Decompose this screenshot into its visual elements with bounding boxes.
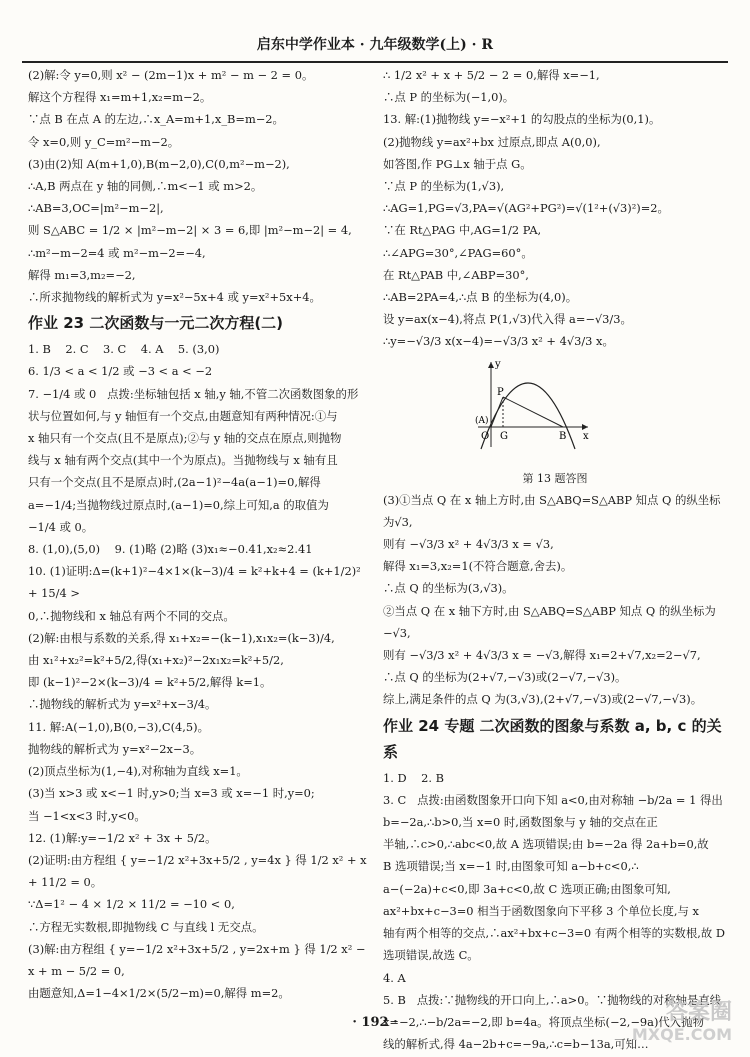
answer-line: (2)解:由根与系数的关系,得 x₁+x₂=−(k−1),x₁x₂=(k−3)/4, [28, 630, 335, 645]
answer-line: ②当点 Q 在 x 轴下方时,由 S△ABQ=S△ABP 知点 Q 的纵坐标为 −√3, [383, 603, 720, 640]
answer-line: 4. A [383, 970, 406, 985]
parabola-graph [473, 357, 593, 452]
point-b-label: B [559, 430, 567, 442]
answer-line: b=−2a,∴b>0,当 x=0 时,函数图象与 y 轴的交点在正 [383, 815, 658, 830]
answer-line: B 选项错误;当 x=−1 时,由图象可知 a−b+c<0,∴ [383, 859, 639, 874]
answer-line: 抛物线的解析式为 y=x²−2x−3。 [28, 741, 202, 756]
answer-line: x=−2,∴−b/2a=−2,即 b=4a。将顶点坐标(−2,−9a)代入抛物 [383, 1014, 704, 1029]
answer-line: 状与位置如何,与 y 轴恒有一个交点,由题意知有两种情况:①与 [28, 408, 338, 423]
figure-caption: 第 13 题答图 [522, 471, 588, 485]
answer-line: ∵点 B 在点 A 的左边,∴x_A=m+1,x_B=m−2。 [28, 112, 284, 127]
answer-line: ax²+bx+c−3=0 相当于函数图象向下平移 3 个单位长度,与 x [383, 903, 699, 918]
point-a-label: (A) [475, 415, 489, 426]
answer-line: 11. 解:A(−1,0),B(0,−3),C(4,5)。 [28, 719, 210, 734]
answer-line: 当 −1<x<3 时,y<0。 [28, 808, 146, 823]
point-g-label: G [500, 430, 508, 442]
page-number: · 192 · [352, 1015, 398, 1030]
answer-line: 3. C 点拨:由函数图象开口向下知 a<0,由对称轴 −b/2a = 1 得出 [383, 792, 723, 807]
answer-line: a=−1/4;当抛物线过原点时,(a−1)=0,综上可知,a 的取值为 [28, 497, 329, 512]
answer-line: 令 x=0,则 y_C=m²−m−2。 [28, 134, 180, 149]
answer-line: (2)证明:由方程组 { y=−1/2 x²+3x+5/2 , y=4x } 得 1/2 x² + x + 11/2 = 0。 [28, 852, 371, 890]
answer-line: ∴A,B 两点在 y 轴的同侧,∴m<−1 或 m>2。 [28, 179, 263, 194]
answer-line: 解得 x₁=3,x₂=1(不符合题意,舍去)。 [383, 559, 573, 574]
answer-line: 线的解析式,得 4a−2b+c=−9a,∴c=b−13a,可知… [383, 1037, 649, 1052]
answer-line: ∴AG=1,PG=√3,PA=√(AG²+PG²)=√(1²+(√3)²)=2。 [383, 201, 669, 216]
answer-line: ∴AB=2PA=4,∴点 B 的坐标为(4,0)。 [383, 290, 578, 305]
answer-line: ∴点 Q 的坐标为(3,√3)。 [383, 581, 514, 596]
answer-line: ∵Δ=1² − 4 × 1/2 × 11/2 = −10 < 0, [28, 897, 235, 912]
answer-line: ∴点 P 的坐标为(−1,0)。 [383, 90, 515, 105]
answer-line: 12. (1)解:y=−1/2 x² + 3x + 5/2。 [28, 830, 217, 845]
answer-line: ∴AB=3,OC=|m²−m−2|, [28, 201, 164, 216]
watermark-logo: 答案圈 MXQE.COM [631, 1000, 732, 1044]
y-axis-label: y [495, 358, 501, 370]
answer-line: (3)①当点 Q 在 x 轴上方时,由 S△ABQ=S△ABP 知点 Q 的纵坐标为√3, [383, 492, 721, 529]
section-title-24: 作业 24 专题 二次函数的图象与系数 a, b, c 的关系 [383, 716, 722, 761]
answer-line: 轴有两个相等的交点,∴ax²+bx+c−3=0 有两个相等的实数根,故 D [383, 926, 725, 941]
point-p-label: P [497, 386, 504, 398]
answer-line: ∴y=−√3/3 x(x−4)=−√3/3 x² + 4√3/3 x。 [383, 334, 614, 349]
answer-line: 由 x₁²+x₂²=k²+5/2,得(x₁+x₂)²−2x₁x₂=k²+5/2, [28, 653, 284, 668]
answer-line: 解得 m₁=3,m₂=−2, [28, 267, 136, 282]
answer-line: 即 (k−1)²−2×(k−3)/4 = k²+5/2,解得 k=1。 [28, 675, 272, 690]
answer-line: −1/4 或 0。 [28, 519, 94, 534]
running-header: 启东中学作业本 · 九年级数学(上) · R [256, 37, 494, 53]
answer-line: (3)解:由方程组 { y=−1/2 x²+3x+5/2 , y=2x+m } 得 1/2 x² − x + m − 5/2 = 0, [28, 941, 370, 978]
answer-line: 线与 x 轴有两个交点(其中一个为原点)。当抛物线与 x 轴有且 [28, 453, 338, 468]
left-column [28, 64, 372, 1001]
answer-line: 则有 −√3/3 x² + 4√3/3 x = −√3,解得 x₁=2+√7,x₂=2−√7, [383, 648, 701, 663]
answer-line: 综上,满足条件的点 Q 为(3,√3),(2+√7,−√3)或(2−√7,−√3)。 [383, 692, 703, 707]
section-title-23: 作业 23 二次函数与一元二次方程(二) [28, 314, 284, 333]
answer-line: 0,∴抛物线和 x 轴总有两个不同的交点。 [28, 608, 235, 623]
answer-line: (3)由(2)知 A(m+1,0),B(m−2,0),C(0,m²−m−2), [28, 156, 290, 171]
answer-line: ∴m²−m−2=4 或 m²−m−2=−4, [28, 245, 206, 260]
answer-line: 8. (1,0),(5,0) 9. (1)略 (2)略 (3)x₁≈−0.41,x₂≈2.41 [28, 542, 313, 557]
answer-line: ∴ 1/2 x² + x + 5/2 − 2 = 0,解得 x=−1, [383, 68, 600, 82]
answer-line: 1. D 2. B [383, 770, 444, 785]
answer-line: x 轴只有一个交点(且不是原点);②与 y 轴的交点在原点,则抛物 [28, 431, 342, 446]
answer-line: ∵在 Rt△PAG 中,AG=1/2 PA, [383, 223, 542, 238]
origin-label: O [481, 430, 490, 442]
answer-line: 10. (1)证明:Δ=(k+1)²−4×1×(k−3)/4 = k²+k+4 = (k+1/2)² + 15/4 > [28, 564, 365, 601]
answer-line: (2)顶点坐标为(1,−4),对称轴为直线 x=1。 [28, 764, 248, 779]
answer-line: 由题意知,Δ=1−4×1/2×(5/2−m)=0,解得 m=2。 [28, 986, 290, 1001]
answer-line: 6. 1/3 < a < 1/2 或 −3 < a < −2 [28, 364, 213, 379]
answer-line: ∴方程无实数根,即抛物线 C 与直线 l 无交点。 [28, 919, 264, 934]
answer-line: 则有 −√3/3 x² + 4√3/3 x = √3, [383, 537, 554, 552]
answer-line: ∴所求抛物线的解析式为 y=x²−5x+4 或 y=x²+5x+4。 [28, 290, 321, 305]
answer-line: 只有一个交点(且不是原点)时,(2a−1)²−4a(a−1)=0,解得 [28, 475, 321, 490]
answer-line: 1. B 2. C 3. C 4. A 5. (3,0) [28, 342, 220, 357]
answer-line: 如答图,作 PG⊥x 轴于点 G。 [383, 156, 532, 171]
answer-line: ∴∠APG=30°,∠PAG=60°。 [383, 245, 533, 260]
answer-line: 则 S△ABC = 1/2 × |m²−m−2| × 3 = 6,即 |m²−m−2| = 4, [28, 223, 352, 238]
header-rule [22, 61, 728, 63]
answer-line: ∵点 P 的坐标为(1,√3), [383, 179, 505, 194]
answer-line: a−(−2a)+c<0,即 3a+c<0,故 C 选项正确;由图象可知, [383, 881, 671, 896]
answer-line: ∴点 Q 的坐标为(2+√7,−√3)或(2−√7,−√3)。 [383, 670, 627, 685]
answer-line: 设 y=ax(x−4),将点 P(1,√3)代入得 a=−√3/3。 [383, 312, 632, 327]
answer-line: 选项错误,故选 C。 [383, 948, 479, 963]
figure-13 [383, 357, 727, 467]
answer-line: 7. −1/4 或 0 点拨:坐标轴包括 x 轴,y 轴,不管二次函数图象的形 [28, 386, 359, 401]
answer-line: (3)当 x>3 或 x<−1 时,y>0;当 x=3 或 x=−1 时,y=0; [28, 786, 315, 801]
answer-line: 解这个方程得 x₁=m+1,x₂=m−2。 [28, 90, 212, 105]
answer-line: 13. 解:(1)抛物线 y=−x²+1 的勾股点的坐标为(0,1)。 [383, 112, 661, 127]
answer-line: 5. B 点拨:∵抛物线的开口向上,∴a>0。∵抛物线的对称轴是直线 [383, 992, 722, 1007]
x-axis-label: x [583, 430, 589, 442]
answer-line: 在 Rt△PAB 中,∠ABP=30°, [383, 267, 529, 282]
answer-line: 半轴,∴c>0,∴abc<0,故 A 选项错误;由 b=−2a 得 2a+b=0,故 [383, 837, 709, 852]
answer-line: ∴抛物线的解析式为 y=x²+x−3/4。 [28, 697, 217, 712]
answer-line: (2)解:令 y=0,则 x² − (2m−1)x + m² − m − 2 = 0。 [28, 68, 314, 82]
answer-line: (2)抛物线 y=ax²+bx 过原点,即点 A(0,0), [383, 134, 601, 149]
